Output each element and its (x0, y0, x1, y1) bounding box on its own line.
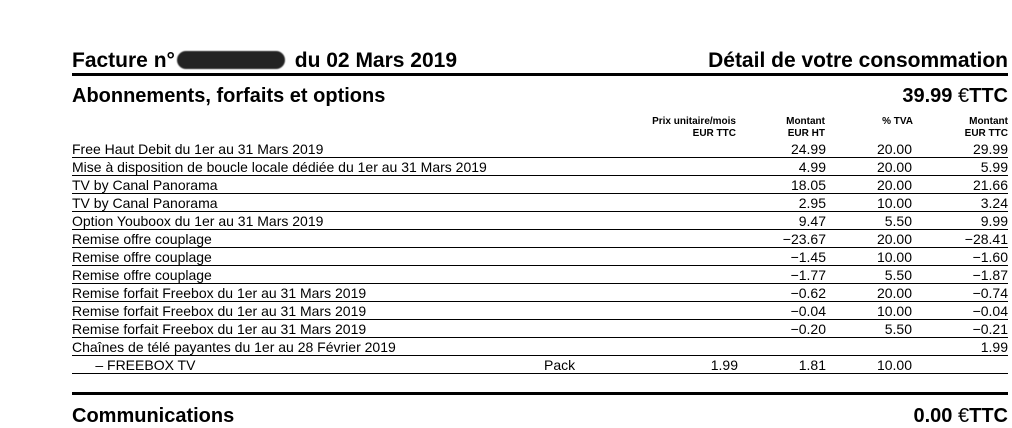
row-ht: 2.95 (798, 195, 826, 211)
row-ht: −23.67 (782, 231, 826, 247)
col-header-montant-ht (786, 116, 825, 140)
table-row (72, 140, 1008, 158)
row-description: Chaînes de télé payantes du 1er au 28 Février 2019 (72, 339, 396, 355)
row-ttc: −1.87 (972, 267, 1008, 283)
table-row (72, 302, 1008, 320)
row-ttc: 1.99 (980, 339, 1008, 355)
row-tva: 20.00 (876, 177, 912, 193)
row-ttc: −0.74 (972, 285, 1008, 301)
row-tva: 5.50 (884, 213, 912, 229)
communications-total-amount: 0.00 (913, 405, 953, 427)
row-description: Remise offre couplage (72, 267, 212, 283)
section-communications-total (913, 404, 1008, 428)
table-row (72, 230, 1008, 248)
row-description: Remise forfait Freebox du 1er au 31 Mars 2019 (72, 303, 367, 319)
ttc-label: TTC (969, 405, 1008, 427)
col-header-prix-line1: Prix unitaire/mois (652, 116, 736, 127)
section-subscriptions-total (902, 84, 1008, 108)
row-unit: Pack (544, 357, 576, 373)
row-separator (72, 373, 1008, 374)
row-ht: 1.81 (798, 357, 826, 373)
invoice-title (72, 49, 457, 73)
row-tva: 20.00 (876, 141, 912, 157)
row-ht: −1.77 (790, 267, 826, 283)
table-row (72, 284, 1008, 302)
row-tva: 20.00 (876, 159, 912, 175)
row-tva: 10.00 (876, 303, 912, 319)
table-row (72, 320, 1008, 338)
row-ttc: −0.21 (972, 321, 1008, 337)
row-description: TV by Canal Panorama (72, 177, 218, 193)
row-ht: 9.47 (798, 213, 826, 229)
row-ttc: 5.99 (980, 159, 1008, 175)
row-description: Remise offre couplage (72, 249, 212, 265)
row-ht: 18.05 (790, 177, 826, 193)
table-row (72, 212, 1008, 230)
row-tva: 5.50 (884, 267, 912, 283)
section-subscriptions-title: Abonnements, forfaits et options (72, 85, 386, 107)
row-ht: −0.04 (790, 303, 826, 319)
col-header-tva-label: % TVA (882, 116, 913, 127)
redacted-invoice-number (177, 51, 285, 69)
row-description: Option Youboox du 1er au 31 Mars 2019 (72, 213, 324, 229)
row-tva: 10.00 (876, 249, 912, 265)
row-prix: 1.99 (710, 357, 738, 373)
table-row (72, 194, 1008, 212)
col-header-prix-line2: EUR TTC (692, 128, 736, 139)
row-ttc: 29.99 (972, 141, 1008, 157)
row-ttc: 3.24 (980, 195, 1008, 211)
euro-symbol: € (957, 405, 970, 427)
row-tva: 20.00 (876, 231, 912, 247)
subscriptions-total-amount: 39.99 (902, 85, 953, 107)
table-row (72, 356, 1008, 374)
section-communications-title: Communications (72, 405, 235, 427)
row-tva: 20.00 (876, 285, 912, 301)
table-row (72, 158, 1008, 176)
row-ttc: −0.04 (972, 303, 1008, 319)
header-rule (72, 73, 1008, 76)
row-description: – FREEBOX TV (72, 357, 196, 373)
ttc-label: TTC (969, 85, 1008, 107)
row-tva: 10.00 (876, 357, 912, 373)
table-row (72, 266, 1008, 284)
table-row (72, 248, 1008, 266)
row-ht: 4.99 (798, 159, 826, 175)
row-ht: −0.20 (790, 321, 826, 337)
row-ht: −1.45 (790, 249, 826, 265)
row-description: Remise offre couplage (72, 231, 212, 247)
row-description: Remise forfait Freebox du 1er au 31 Mars 2019 (72, 321, 367, 337)
row-description: TV by Canal Panorama (72, 195, 218, 211)
euro-symbol: € (957, 85, 970, 107)
col-header-ttc-line2: EUR TTC (964, 128, 1008, 139)
col-header-montant-ttc (965, 116, 1008, 140)
consumption-detail-title: Détail de votre consommation (708, 49, 1008, 72)
row-description: Mise à disposition de boucle locale dédiée du 1er au 31 Mars 2019 (72, 159, 487, 175)
row-description: Free Haut Debit du 1er au 31 Mars 2019 (72, 141, 324, 157)
row-tva: 5.50 (884, 321, 912, 337)
invoice-date: du 02 Mars 2019 (288, 49, 458, 72)
row-ttc: −1.60 (972, 249, 1008, 265)
table-row (72, 338, 1008, 356)
col-header-ht-line1: Montant (786, 116, 825, 127)
col-header-ht-line2: EUR HT (787, 128, 825, 139)
section-rule (72, 392, 1008, 395)
row-description: Remise forfait Freebox du 1er au 31 Mars 2019 (72, 285, 367, 301)
row-ht: 24.99 (790, 141, 826, 157)
row-ttc: 9.99 (980, 213, 1008, 229)
row-ttc: −28.41 (964, 231, 1008, 247)
row-ttc: 21.66 (972, 177, 1008, 193)
table-row (72, 176, 1008, 194)
row-tva: 10.00 (876, 195, 912, 211)
col-header-prix-unitaire (652, 116, 736, 140)
row-ht: −0.62 (790, 285, 826, 301)
col-header-tva (882, 116, 913, 128)
invoice-prefix: Facture n° (72, 49, 175, 72)
col-header-ttc-line1: Montant (969, 116, 1008, 127)
